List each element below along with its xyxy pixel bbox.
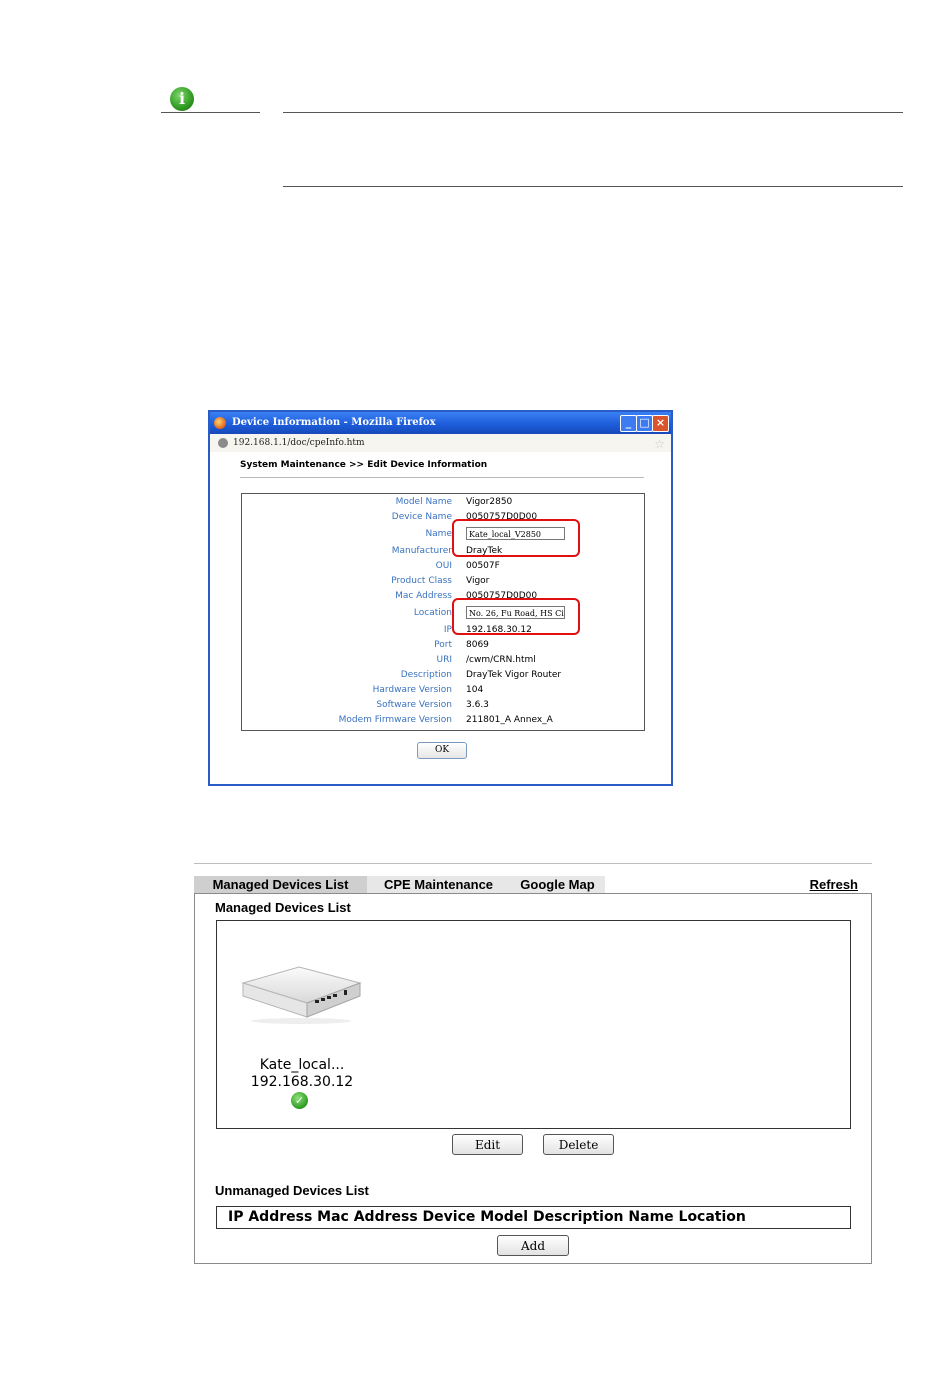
maximize-icon[interactable]: □ — [636, 415, 653, 432]
field-value: 211801_A Annex_A — [466, 715, 553, 725]
field-value: DrayTek — [466, 546, 503, 556]
divider — [240, 477, 644, 478]
unmanaged-devices-title: Unmanaged Devices List — [215, 1183, 369, 1198]
location-input[interactable]: No. 26, Fu Road, HS Ci — [466, 606, 565, 619]
minimize-icon[interactable]: _ — [620, 415, 637, 432]
field-value: 0050757D0D00 — [466, 512, 538, 522]
address-bar[interactable] — [210, 434, 671, 453]
refresh-link[interactable]: Refresh — [809, 877, 858, 892]
field-value: 8069 — [466, 640, 489, 650]
note-rule-left — [161, 112, 260, 113]
field-label: OUI — [435, 561, 452, 571]
field-value: DrayTek Vigor Router — [466, 670, 562, 680]
highlight-location — [452, 598, 580, 635]
field-value: Vigor — [466, 576, 490, 586]
field-label: Device Name — [391, 512, 452, 522]
field-label: Product Class — [391, 576, 452, 586]
field-value: /cwm/CRN.html — [466, 655, 536, 665]
field-label: Manufacturer — [391, 546, 452, 556]
field-label: Modem Firmware Version — [338, 715, 452, 725]
field-value: 00507F — [466, 561, 500, 571]
highlight-name — [452, 519, 580, 557]
panel-top-rule — [194, 863, 872, 864]
managed-devices-panel — [194, 893, 872, 1264]
name-input[interactable]: Kate_local_V2850 — [466, 527, 565, 540]
field-label: Description — [400, 670, 452, 680]
tab-bar — [194, 876, 872, 894]
note-rule-top — [283, 112, 903, 113]
firefox-icon — [214, 417, 226, 429]
field-value: 104 — [466, 685, 484, 695]
check-icon: ✓ — [291, 1092, 308, 1109]
field-label: Software Version — [376, 700, 452, 710]
field-label: Location — [413, 608, 452, 618]
window-titlebar — [210, 412, 671, 434]
field-value: 0050757D0D00 — [466, 591, 538, 601]
bookmark-star-icon[interactable]: ☆ — [654, 437, 665, 451]
field-label: URI — [436, 655, 452, 665]
delete-button[interactable]: Delete — [543, 1134, 614, 1155]
field-label: Hardware Version — [372, 685, 452, 695]
ok-button[interactable]: OK — [417, 742, 467, 759]
field-label: Name — [425, 529, 452, 539]
device-info-table — [241, 493, 645, 731]
device-information-window — [208, 410, 673, 786]
tab-managed-devices-list[interactable]: Managed Devices List — [194, 876, 367, 894]
device-name: Kate_local... — [259, 1057, 345, 1073]
field-value: 192.168.30.12 — [466, 625, 532, 635]
field-value: Vigor2850 — [466, 497, 513, 507]
field-value: 3.6.3 — [466, 700, 489, 710]
info-icon: i — [170, 87, 194, 111]
edit-button[interactable]: Edit — [452, 1134, 523, 1155]
field-label: IP — [443, 625, 452, 635]
managed-devices-list — [216, 920, 851, 1129]
add-button[interactable]: Add — [497, 1235, 569, 1256]
note-rule-bottom — [283, 186, 903, 187]
managed-devices-title: Managed Devices List — [215, 900, 351, 915]
field-label: Mac Address — [395, 591, 452, 601]
popup-content — [210, 452, 671, 784]
url-text: 192.168.1.1/doc/cpeInfo.htm — [233, 438, 365, 448]
tab-google-map[interactable]: Google Map — [510, 876, 605, 894]
field-label: Port — [434, 640, 452, 650]
window-title: Device Information - Mozilla Firefox — [232, 417, 436, 428]
site-icon — [218, 438, 228, 448]
router-image[interactable] — [241, 963, 362, 1025]
field-label: Model Name — [395, 497, 452, 507]
device-ip: 192.168.30.12 — [250, 1074, 354, 1090]
breadcrumb: System Maintenance >> Edit Device Information — [240, 460, 488, 470]
tab-cpe-maintenance[interactable]: CPE Maintenance — [367, 876, 510, 894]
unmanaged-devices-header: IP Address Mac Address Device Model Description Name Location — [216, 1206, 851, 1229]
close-icon[interactable]: × — [652, 415, 669, 432]
